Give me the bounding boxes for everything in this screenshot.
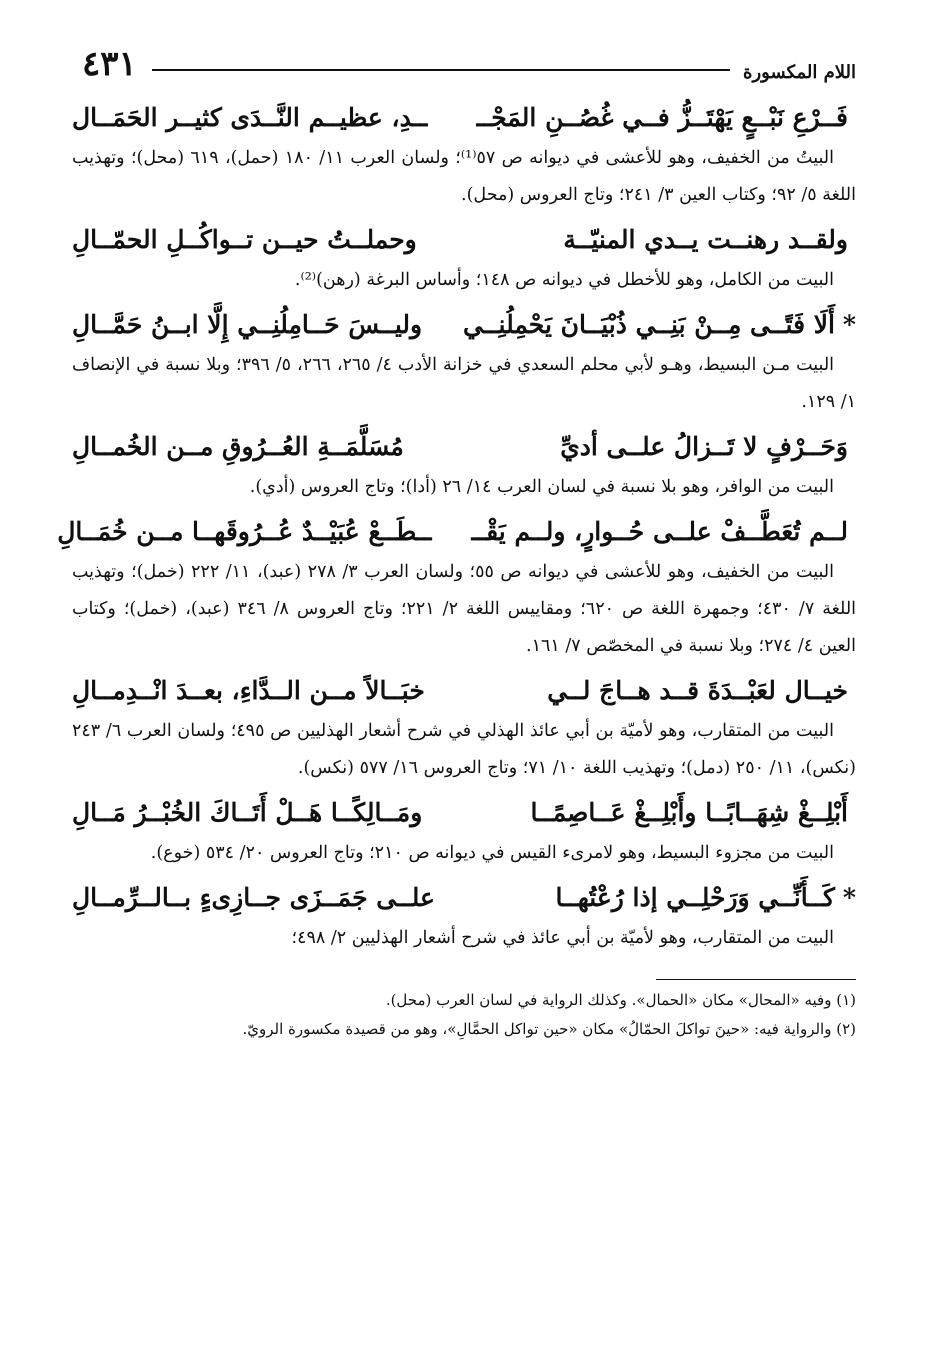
verse-commentary: البيت من الكامل، وهو للأخطل في ديوانه ص ١٤٨؛ وأساس البرغة (رهن)⁽²⁾.: [294, 270, 834, 290]
verse-line: [72, 876, 856, 920]
verse-line: [57, 510, 856, 554]
verse-first-hemistich: كَــأَنِّــي وَرَحْلِــي إذا رُعْتُهــا: [555, 883, 835, 912]
verse-commentary: البيت من الوافر، وهو بلا نسبة في لسان العرب ١٤/ ٢٦ (أدا)؛ وتاج العروس (أدي).: [249, 477, 834, 497]
verse-line: [72, 791, 856, 835]
verse-first-hemistich: فَــرْعِ نَبْــعٍ يَهْتَــزُّ فــي غُصُــنِ المَجْــ: [476, 103, 848, 132]
verse-commentary: البيت من مجزوء البسيط، وهو لامرىء القيس في ديوانه ص ٢١٠؛ وتاج العروس ٢٠/ ٥٣٤ (خوع).: [150, 843, 834, 863]
footnote: (٢) والرواية فيه: «حينَ تواكلَ الحمّالُ» مكان «حين تواكل الحمَّالِ»، وهو من قصيدة مكسورة الرويّ.: [242, 1020, 856, 1038]
chapter-title: اللام المكسورة: [743, 62, 856, 83]
footnote-rule: [656, 979, 856, 980]
verse-first-hemistich: وَحَــرْفٍ لا تَــزالُ علــى أديِّ: [560, 432, 848, 461]
verse-commentary: البيت من الخفيف، وهو للأعشى في ديوانه ص ٥٥؛ ولسان العرب ٣/ ٢٧٨ (عبد)، ١١/ ٢٢٢ (خمل)؛ وتهذيب اللغة ٧/ ٤٣٠؛ وجمهرة اللغة ص ٦٢٠؛ ومقاييس اللغة ٢/ ٢٢١؛ وتاج العروس ٨/ ٣٤٦ (عبد)، (خمل)؛ وكتاب العين ٤/ ٢٧٤؛ وبلا نسبة في المخصّص ٧/ ١٦١.: [72, 562, 857, 656]
verse-line: [72, 425, 856, 469]
page-header: [72, 42, 856, 92]
verse-second-hemistich: ــطَــعْ عُبَيْــدٌ عُــرُوقَهــا مــن خُمَــالِ: [57, 517, 432, 546]
verse-line: [72, 218, 856, 262]
header-rule: [152, 69, 730, 71]
verse-first-hemistich: أَلَا فَتًــى مِــنْ بَنِــي ذُبْيَــانَ يَحْمِلُنِــي: [463, 310, 835, 339]
verse-commentary: البيتُ من الخفيف، وهو للأعشى في ديوانه ص ٥٧⁽¹⁾؛ ولسان العرب ١١/ ١٨٠ (حمل)، ٦١٩ (محل)؛ وتهذيب اللغة ٥/ ٩٢؛ وكتاب العين ٣/ ٢٤١؛ وتاج العروس (محل).: [72, 148, 856, 205]
verse-second-hemistich: ومَــالِكًــا هَــلْ أَتَــاكَ الخُبْــرُ مَــالِ: [71, 798, 423, 827]
verse-line: [72, 303, 856, 347]
footnote: (١) وفيه «المحال» مكان «الحمال». وكذلك الرواية في لسان العرب (محل).: [385, 991, 856, 1009]
verse-second-hemistich: ــدِ، عظيــم النَّــدَى كثيــر الحَمَــال: [72, 103, 428, 132]
verse-marker: *: [842, 883, 856, 912]
verse-second-hemistich: علــى جَمَــزَى جــازِىءٍ بــالــرِّمــالِ: [71, 883, 435, 912]
verse-second-hemistich: مُسَلَّمَــةِ العُــرُوقِ مــن الخُمــالِ: [71, 432, 404, 461]
verse-line: [72, 96, 856, 140]
verse-line: [72, 669, 856, 713]
verse-first-hemistich: لــم تُعَطَّــفْ علــى حُــوارٍ، ولــم يَقْــ: [471, 517, 848, 546]
verse-commentary: البيت من المتقارب، وهو لأميّة بن أبي عائذ في شرح أشعار الهذليين ٢/ ٤٩٨؛: [291, 928, 834, 948]
verse-second-hemistich: خبَــالاً مــن الــدَّاءِ، بعــدَ انْــدِمــالِ: [71, 676, 425, 705]
page-number: ٤٣١: [82, 44, 137, 84]
verse-first-hemistich: خيــال لعَبْــدَةَ قــد هــاجَ لــي: [547, 676, 848, 705]
verse-first-hemistich: أَبْلِــغْ شِهَــابًــا وأَبْلِــغْ عَــاصِمًــا: [530, 798, 848, 827]
verse-second-hemistich: وحملــتُ حيــن تــواكُــلِ الحمّــالِ: [71, 225, 417, 254]
verse-first-hemistich: ولقــد رهنــت يــدي المنيّــة: [563, 225, 848, 254]
page-body: [57, 96, 857, 1044]
verse-commentary: البيت مـن البسيط، وهـو لأبي محلم السعدي في خزانة الأدب ٤/ ٢٦٥، ٢٦٦، ٥/ ٣٩٦؛ وبلا نسبة في الإنصاف ١/ ١٢٩.: [72, 355, 856, 412]
verse-second-hemistich: وليــسَ حَــامِلُنِــي إِلَّا ابــنُ حَمَّــالِ: [71, 310, 423, 339]
verse-commentary: البيت من المتقارب، وهو لأميّة بن أبي عائذ الهذلي في شرح أشعار الهذليين ص ٤٩٥؛ ولسان العرب ٦/ ٢٤٣ (نكس)، ١١/ ٢٥٠ (دمل)؛ وتهذيب اللغة ١٠/ ٧١؛ وتاج العروس ١٦/ ٥٧٧ (نكس).: [72, 721, 856, 778]
verse-marker: *: [842, 310, 856, 339]
